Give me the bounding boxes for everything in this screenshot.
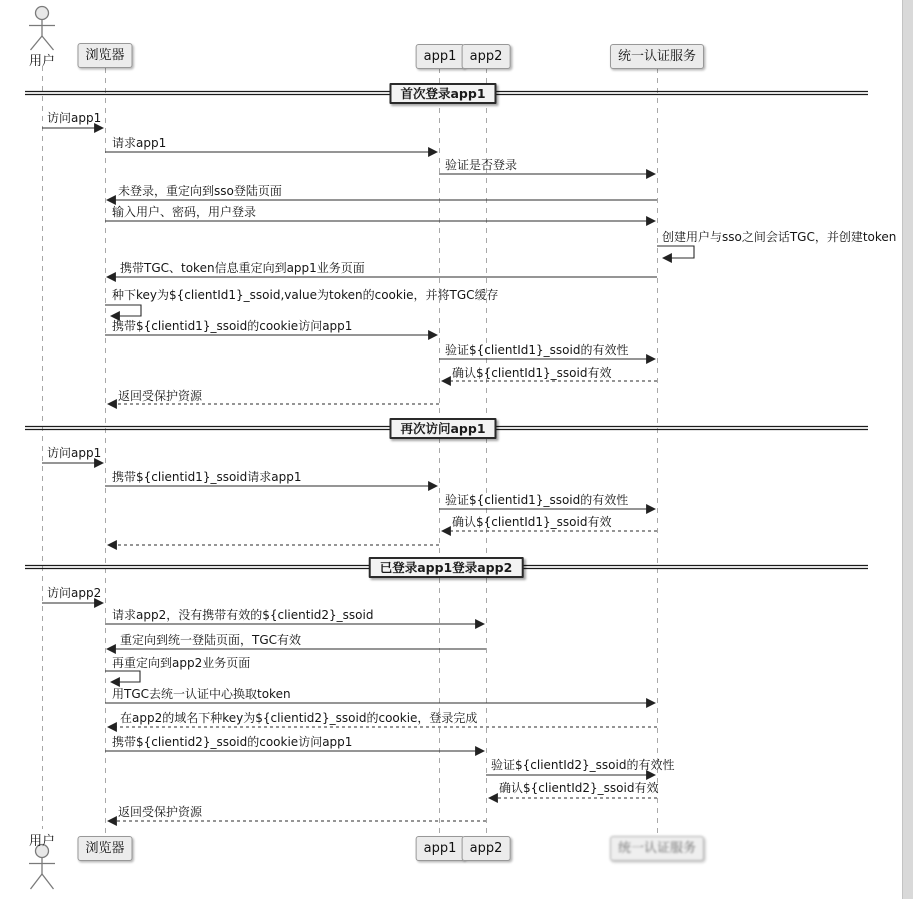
- message-label: 未登录，重定向到sso登陆页面: [118, 184, 282, 198]
- message-label: 请求app1: [112, 136, 167, 150]
- message-label: 创建用户与sso之间会话TGC，并创建token: [662, 230, 897, 244]
- message-label: 重定向到统一登陆页面，TGC有效: [120, 633, 302, 647]
- window-edge-strip: [902, 0, 913, 899]
- participant-browser-top: 浏览器: [77, 43, 132, 68]
- message-label: 确认${clientId1}_ssoid有效: [452, 515, 612, 529]
- message-label: 携带TGC、token信息重定向到app1业务页面: [120, 261, 365, 275]
- divider-first-login-app1: 首次登录app1: [389, 83, 496, 104]
- participant-browser-bottom: 浏览器: [77, 836, 132, 861]
- message-label: 种下key为${clientId1}_ssoid,value为token的cookie，并将TGC缓存: [112, 288, 499, 302]
- message-label: 用TGC去统一认证中心换取token: [112, 687, 291, 701]
- message-label: 输入用户、密码，用户登录: [112, 205, 257, 219]
- participant-user-top: 用户: [28, 54, 56, 69]
- divider-revisit-app1: 再次访问app1: [389, 418, 496, 439]
- message-label: 访问app1: [47, 111, 102, 125]
- participant-user-bottom: 用户: [28, 834, 56, 849]
- message-label: 验证${clientid1}_ssoid的有效性: [445, 493, 629, 507]
- message-label: 确认${clientId2}_ssoid有效: [499, 781, 659, 795]
- message-label: 返回受保护资源: [118, 805, 203, 819]
- message-label: 在app2的域名下种key为${clientid2}_ssoid的cookie，登录完成: [120, 711, 478, 725]
- participant-app2-top: app2: [462, 44, 511, 69]
- participant-app1-bottom: app1: [416, 836, 465, 861]
- actor-icon: [29, 7, 55, 51]
- message-label: 访问app1: [47, 446, 102, 460]
- participant-sso-top: 统一认证服务: [610, 44, 704, 69]
- message-label: 请求app2，没有携带有效的${clientid2}_ssoid: [112, 608, 374, 622]
- participant-app2-bottom: app2: [462, 836, 511, 861]
- message-label: 验证是否登录: [445, 158, 518, 172]
- message-label: 验证${clientId2}_ssoid的有效性: [491, 758, 675, 772]
- message-label: 返回受保护资源: [118, 389, 203, 403]
- message-label: 验证${clientId1}_ssoid的有效性: [445, 343, 629, 357]
- participant-app1-top: app1: [416, 44, 465, 69]
- message-label: 携带${clientid1}_ssoid的cookie访问app1: [112, 319, 353, 333]
- message-label: 访问app2: [47, 586, 102, 600]
- actor-icon-bottom: [29, 845, 55, 890]
- participant-sso-bottom: 统一认证服务: [610, 836, 704, 861]
- message-label: 携带${clientid2}_ssoid的cookie访问app1: [112, 735, 353, 749]
- message-label: 再重定向到app2业务页面: [112, 656, 251, 670]
- message-label: 确认${clientId1}_ssoid有效: [452, 366, 612, 380]
- divider-login-app2: 已登录app1登录app2: [369, 557, 524, 578]
- message-label: 携带${clientid1}_ssoid请求app1: [112, 470, 302, 484]
